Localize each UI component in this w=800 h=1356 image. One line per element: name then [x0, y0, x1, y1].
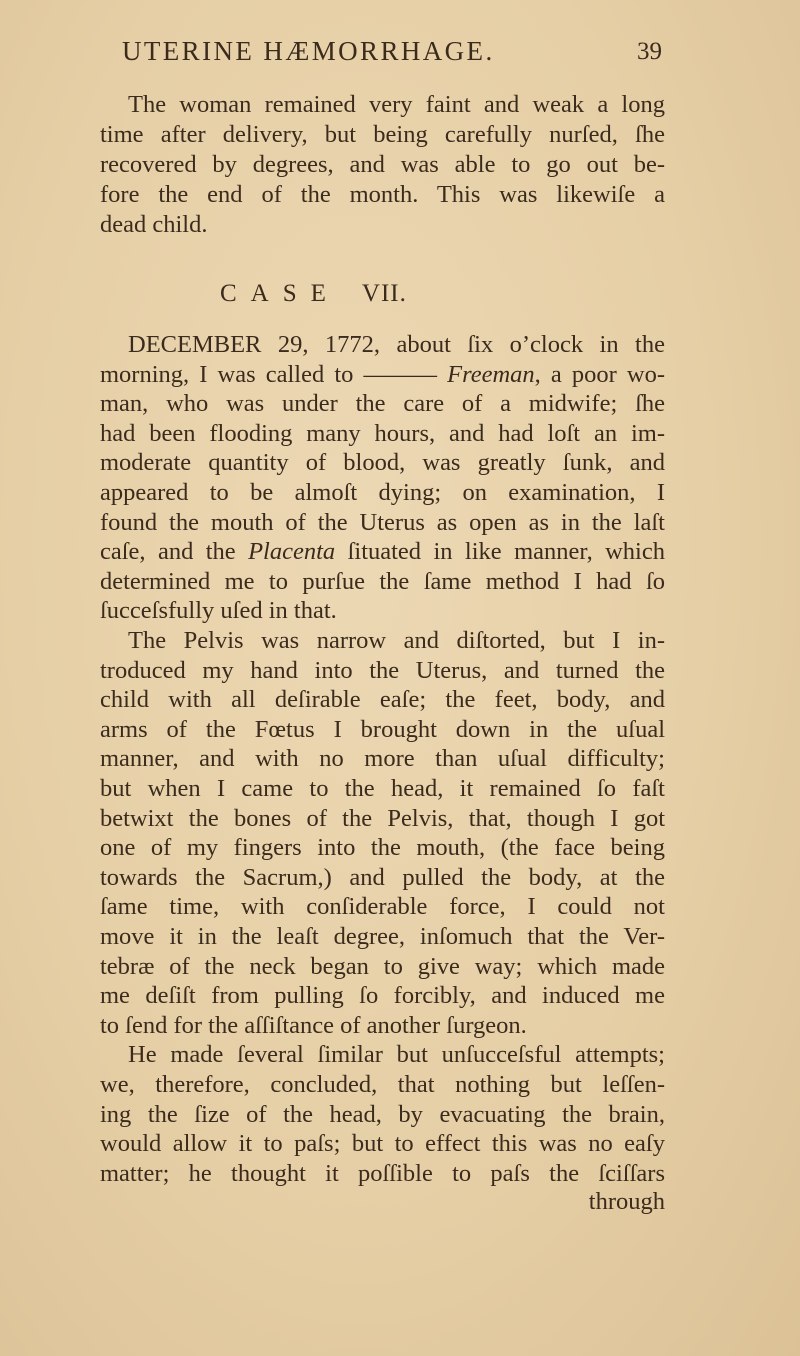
case-number: VII. [361, 280, 407, 307]
text-segment: ſituated in like manner, which [335, 538, 665, 566]
text-line [100, 774, 665, 803]
text-line [100, 389, 665, 418]
text-segment: The Pelvis was narrow and diſtorted, but I in- [128, 627, 665, 654]
text-segment: morning, I was called to ——— [100, 360, 448, 388]
text-line [100, 210, 665, 239]
text-segment: arms of the Fœtus I brought down in the uſual [100, 715, 665, 743]
text-line [100, 1129, 665, 1158]
text-segment: The woman remained very faint and weak a long [128, 91, 665, 118]
text-segment: move it in the leaſt degree, inſomuch that the Ver- [100, 923, 665, 950]
text-line [100, 922, 665, 951]
text-segment: but when I came to the head, it remained ſo faſt [100, 775, 665, 802]
text-segment: one of my fingers into the mouth, (the face being [100, 834, 665, 862]
text-segment: manner, and with no more than uſual difficulty; [100, 745, 665, 773]
text-segment: appeared to be almoſt dying; on examination, I [100, 479, 665, 506]
text-line [100, 596, 665, 625]
text-line [100, 150, 665, 179]
case-word: CASE [220, 280, 340, 307]
text-segment: found the mouth of the Uterus as open as in the laſt [100, 508, 665, 536]
text-segment: to ſend for the aſſiſtance of another ſurgeon. [100, 1011, 527, 1039]
text-segment: , a poor wo- [534, 360, 665, 388]
text-line [100, 1100, 665, 1129]
text-line [100, 952, 665, 981]
text-segment: time after delivery, but being carefully nurſed, ſhe [100, 121, 665, 148]
text-segment: man, who was under the care of a midwife; ſhe [100, 390, 665, 418]
text-line [100, 567, 665, 596]
text-line [128, 1040, 665, 1069]
text-segment: ing the ſize of the head, by evacuating the brain, [100, 1100, 665, 1128]
text-segment: dead child. [100, 211, 208, 238]
text-line [100, 892, 665, 921]
text-segment: towards the Sacrum,) and pulled the body, at the [100, 863, 665, 891]
text-segment: DECEMBER 29, 1772, about ſix o’clock in the [128, 331, 665, 358]
text-segment: child with all deſirable eaſe; the feet, body, and [100, 686, 665, 714]
text-segment: would allow it to paſs; but to effect this was no eaſy [100, 1130, 665, 1158]
text-segment: moderate quantity of blood, was greatly ſunk, and [100, 449, 665, 477]
page-number: 39 [637, 38, 662, 65]
text-segment: ſucceſsfully uſed in that. [100, 597, 337, 625]
text-line [100, 537, 665, 566]
text-line [128, 626, 665, 655]
text-line [100, 120, 665, 149]
text-segment: caſe, and the [100, 538, 249, 566]
text-segment: determined me to purſue the ſame method I had ſo [100, 567, 665, 595]
text-line [100, 1070, 665, 1099]
text-segment: had been flooding many hours, and had loſt an im- [100, 419, 665, 447]
text-line [100, 744, 665, 773]
text-segment: fore the end of the month. This was likewiſe a [100, 181, 665, 208]
catchword: through [588, 1188, 665, 1215]
text-line [128, 90, 665, 119]
text-line [100, 1011, 665, 1040]
text-line [100, 715, 665, 744]
text-line [128, 330, 665, 359]
italic-text: Freeman [447, 360, 535, 388]
text-segment: matter; he thought it poſſible to paſs the ſciſſars [100, 1159, 665, 1187]
italic-text: Placenta [248, 538, 336, 566]
text-segment: we, therefore, concluded, that nothing but leſſen- [100, 1071, 665, 1098]
text-line [100, 656, 665, 685]
text-segment: ſame time, with conſiderable force, I could not [100, 893, 665, 921]
text-segment: recovered by degrees, and was able to go out be- [100, 151, 665, 178]
text-line [100, 478, 665, 507]
text-segment: betwixt the bones of the Pelvis, that, though I got [100, 804, 665, 832]
case-heading [220, 280, 407, 308]
running-title: UTERINE HÆMORRHAGE. [122, 36, 495, 66]
text-segment: He made ſeveral ſimilar but unſucceſsful attempts; [128, 1041, 665, 1069]
text-line [100, 685, 665, 714]
text-line [100, 448, 665, 477]
text-segment: troduced my hand into the Uterus, and turned the [100, 656, 665, 684]
text-segment: me deſiſt from pulling ſo forcibly, and induced me [100, 982, 665, 1010]
text-line [100, 804, 665, 833]
text-line [100, 180, 665, 209]
text-line [100, 1159, 665, 1188]
text-line [100, 981, 665, 1010]
text-line [100, 419, 665, 448]
text-line [100, 508, 665, 537]
text-line [100, 863, 665, 892]
text-line [100, 360, 665, 389]
text-segment: tebræ of the neck began to give way; which made [100, 952, 665, 980]
text-line [100, 833, 665, 862]
